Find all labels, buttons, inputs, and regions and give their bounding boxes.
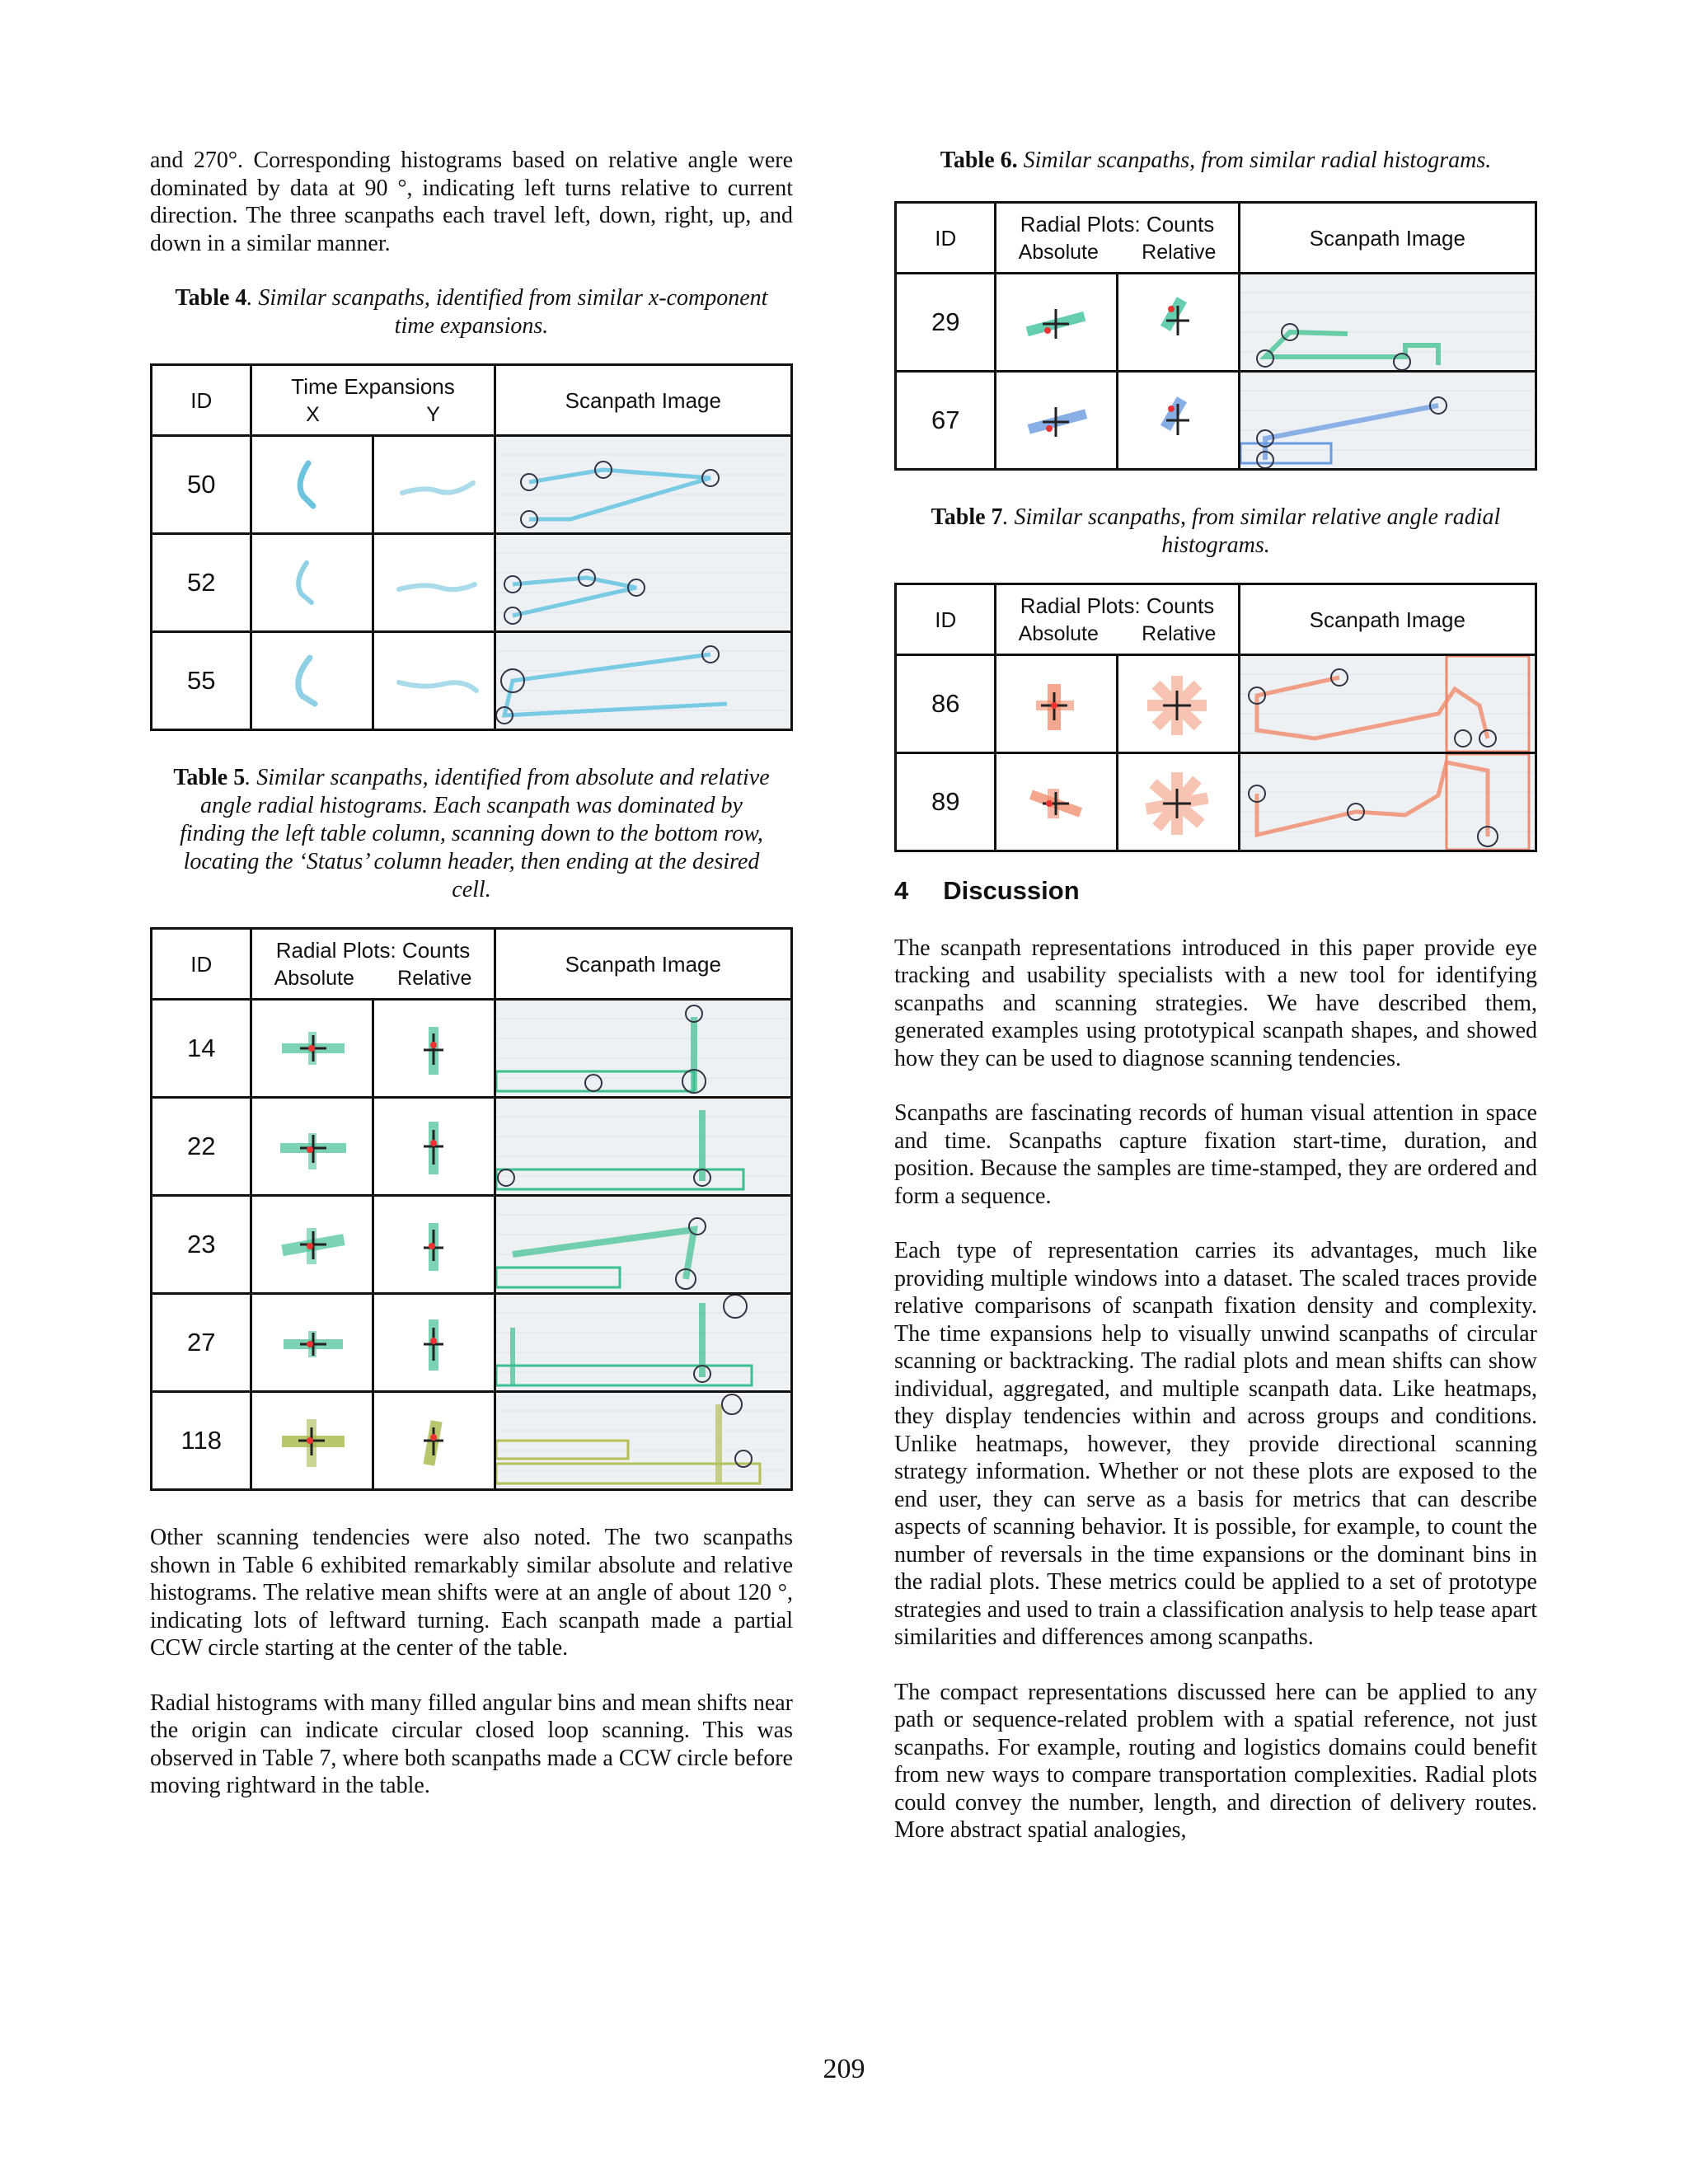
scanpath-image [495,534,791,632]
scanpath-image [495,1392,791,1490]
scanpath-image [1239,274,1536,372]
relative-radial-plot [373,1098,495,1196]
scanpath-image [495,632,791,730]
table7-header-group-title: Radial Plots: Counts [1020,593,1215,618]
table6-header-sub1: Absolute [1018,240,1099,264]
table-5 [150,927,793,1491]
table-row [152,436,792,534]
table5-header-sub1: Absolute [274,966,354,990]
table5-header-image: Scanpath Image [495,929,791,1000]
y-time-expansion-plot [373,534,495,632]
scanpath-image [495,1098,791,1196]
absolute-radial-plot [996,655,1118,753]
absolute-radial-plot [251,1294,373,1392]
table-6 [894,201,1537,471]
table4-caption-label: Table 4 [175,285,247,311]
table6-header-id: ID [896,203,996,274]
intro-paragraph: and 270°. Corresponding histograms based on relative angle were dominated by data at 90 °, indicating left turns relative to current direction. The three scanpaths each travel left, down, right, up, and down in a similar manner. [150,148,793,256]
right-column [894,147,1537,1872]
absolute-radial-plot [996,274,1118,372]
table-row [152,1392,792,1490]
relative-radial-plot [1118,372,1240,470]
table4-caption [166,284,776,340]
relative-radial-plot [373,1000,495,1098]
y-time-expansion-plot [373,632,495,730]
relative-radial-plot [1118,753,1240,851]
section-number: 4 [894,876,909,905]
table4-header-sub2: Y [426,402,440,426]
table4-row-id: 52 [152,534,251,632]
x-time-expansion-plot [251,436,373,534]
relative-radial-plot [373,1392,495,1490]
scanpath-image [495,1294,791,1392]
table-row [152,534,792,632]
discussion-paragraph: The compact representations discussed here can be applied to any path or sequence-related problem with a spatial reference, not just scanpaths. For example, routing and logistics domains could benefit from new ways to compare transportation complexities. Radial plots could convey the number, length, and direction of delivery routes. More abstract spatial analogies, [894,1679,1537,1843]
table5-header-group [251,929,495,1000]
table-row [152,1294,792,1392]
table6-header-group-title: Radial Plots: Counts [1020,211,1215,237]
table4-header-group [251,365,495,436]
table7-row-id: 89 [896,753,996,851]
table7-header-id: ID [896,584,996,655]
discussion-paragraph: Scanpaths are fascinating records of human visual attention in space and time. Scanpaths capture fixation start-time, duration, and position. Because the samples are time-stamped, they are ordered and form a sequence. [894,1100,1537,1209]
table-row [152,1000,792,1098]
table6-caption-label: Table 6. [940,148,1018,173]
table-row [896,753,1536,851]
absolute-radial-plot [251,1000,373,1098]
table6-caption-text: Similar scanpaths, from similar radial histograms. [1017,148,1492,173]
table6-header-sub2: Relative [1142,240,1217,264]
paragraph-radial-histograms: Radial histograms with many filled angular bins and mean shifts near the origin can indicate circular closed loop scanning. This was observed in Table 7, where both scanpaths made a CCW circle before moving rightward in the table. [150,1690,793,1798]
table4-caption-text: . Similar scanpaths, identified from similar x-component time expansions. [246,285,768,339]
table5-row-id: 22 [152,1098,251,1196]
absolute-radial-plot [251,1098,373,1196]
paragraph-other-tendencies: Other scanning tendencies were also noted. The two scanpaths shown in Table 6 exhibited remarkably similar absolute and relative histograms. The relative mean shifts were at an angle of about 120 °, indicating lots of leftward turning. Each scanpath made a partial CCW circle starting at the center of the table. [150,1525,793,1661]
table4-header-image: Scanpath Image [495,365,791,436]
table6-caption [911,147,1521,175]
relative-radial-plot [373,1196,495,1294]
table7-caption-text: . Similar scanpaths, from similar relative angle radial histograms. [1002,504,1501,558]
scanpath-image [1239,655,1536,753]
table5-row-id: 23 [152,1196,251,1294]
table5-row-id: 27 [152,1294,251,1392]
x-time-expansion-plot [251,632,373,730]
table-7 [894,583,1537,852]
table-row [896,274,1536,372]
absolute-radial-plot [251,1392,373,1490]
table-row [896,655,1536,753]
table6-row-id: 29 [896,274,996,372]
table7-header-group [996,584,1239,655]
relative-radial-plot [1118,274,1240,372]
table5-caption-text: . Similar scanpaths, identified from absolute and relative angle radial histograms. Each scanpath was dominated by finding the left table column, scanning down to the bottom row, locating the ‘Status’ column header, then ending at the desired cell. [180,765,770,902]
table4-row-id: 55 [152,632,251,730]
scanpath-image [495,1000,791,1098]
absolute-radial-plot [251,1196,373,1294]
table5-caption [166,764,776,904]
relative-radial-plot [1118,655,1240,753]
table6-header-group [996,203,1239,274]
table5-header-id: ID [152,929,251,1000]
table4-row-id: 50 [152,436,251,534]
absolute-radial-plot [996,753,1118,851]
table4-header-group-title: Time Expansions [291,373,455,399]
section-heading [894,877,1537,905]
table4-header-id: ID [152,365,251,436]
scanpath-image [495,436,791,534]
table7-header-sub1: Absolute [1018,621,1099,645]
table7-caption [911,504,1521,560]
table7-header-image: Scanpath Image [1239,584,1536,655]
table6-header-image: Scanpath Image [1239,203,1536,274]
relative-radial-plot [373,1294,495,1392]
table4-header-sub1: X [306,402,320,426]
y-time-expansion-plot [373,436,495,534]
table-4 [150,363,793,731]
scanpath-image [1239,753,1536,851]
table7-row-id: 86 [896,655,996,753]
discussion-paragraph: The scanpath representations introduced in this paper provide eye tracking and usability specialists with a new tool for identifying scanpaths and scanning strategies. We have described them, generated examples using prototypical scanpath shapes, and showed how they can be used to diagnose scanning tendencies. [894,935,1537,1071]
scanpath-image [1239,372,1536,470]
scanpath-image [495,1196,791,1294]
left-column [150,147,793,1827]
table5-header-sub2: Relative [397,966,472,990]
table5-caption-label: Table 5 [173,765,246,790]
page-number: 209 [823,2054,865,2084]
table7-caption-label: Table 7 [931,504,1003,530]
absolute-radial-plot [996,372,1118,470]
table7-header-sub2: Relative [1142,621,1217,645]
section-title: Discussion [943,876,1080,905]
table-row [152,632,792,730]
table5-header-group-title: Radial Plots: Counts [275,937,471,963]
table6-row-id: 67 [896,372,996,470]
x-time-expansion-plot [251,534,373,632]
discussion-paragraph: Each type of representation carries its advantages, much like providing multiple windows into a dataset. The scaled traces provide relative comparisons of scanpath fixation density and complexity. The time expansions help to visually unwind scanpaths of circular scanning or backtracking. The radial plots and mean shifts can show individual, aggregated, and multiple scanpath data. Like heatmaps, they display tendencies within and across groups and conditions. Unlike heatmaps, however, they provide directional scanning strategy information. Whether or not these plots are exposed to the end user, they can serve as a basis for metrics that can describe aspects of scanning behavior. It is possible, for example, to count the number of reversals in the time expansions or the dominant bins in the radial plots. These metrics could be applied to a set of prototype strategies and used to train a classification analysis to help tease apart similarities and differences among scanpaths. [894,1238,1537,1650]
table-row [896,372,1536,470]
table-row [152,1098,792,1196]
table5-row-id: 118 [152,1392,251,1490]
table5-row-id: 14 [152,1000,251,1098]
table-row [152,1196,792,1294]
